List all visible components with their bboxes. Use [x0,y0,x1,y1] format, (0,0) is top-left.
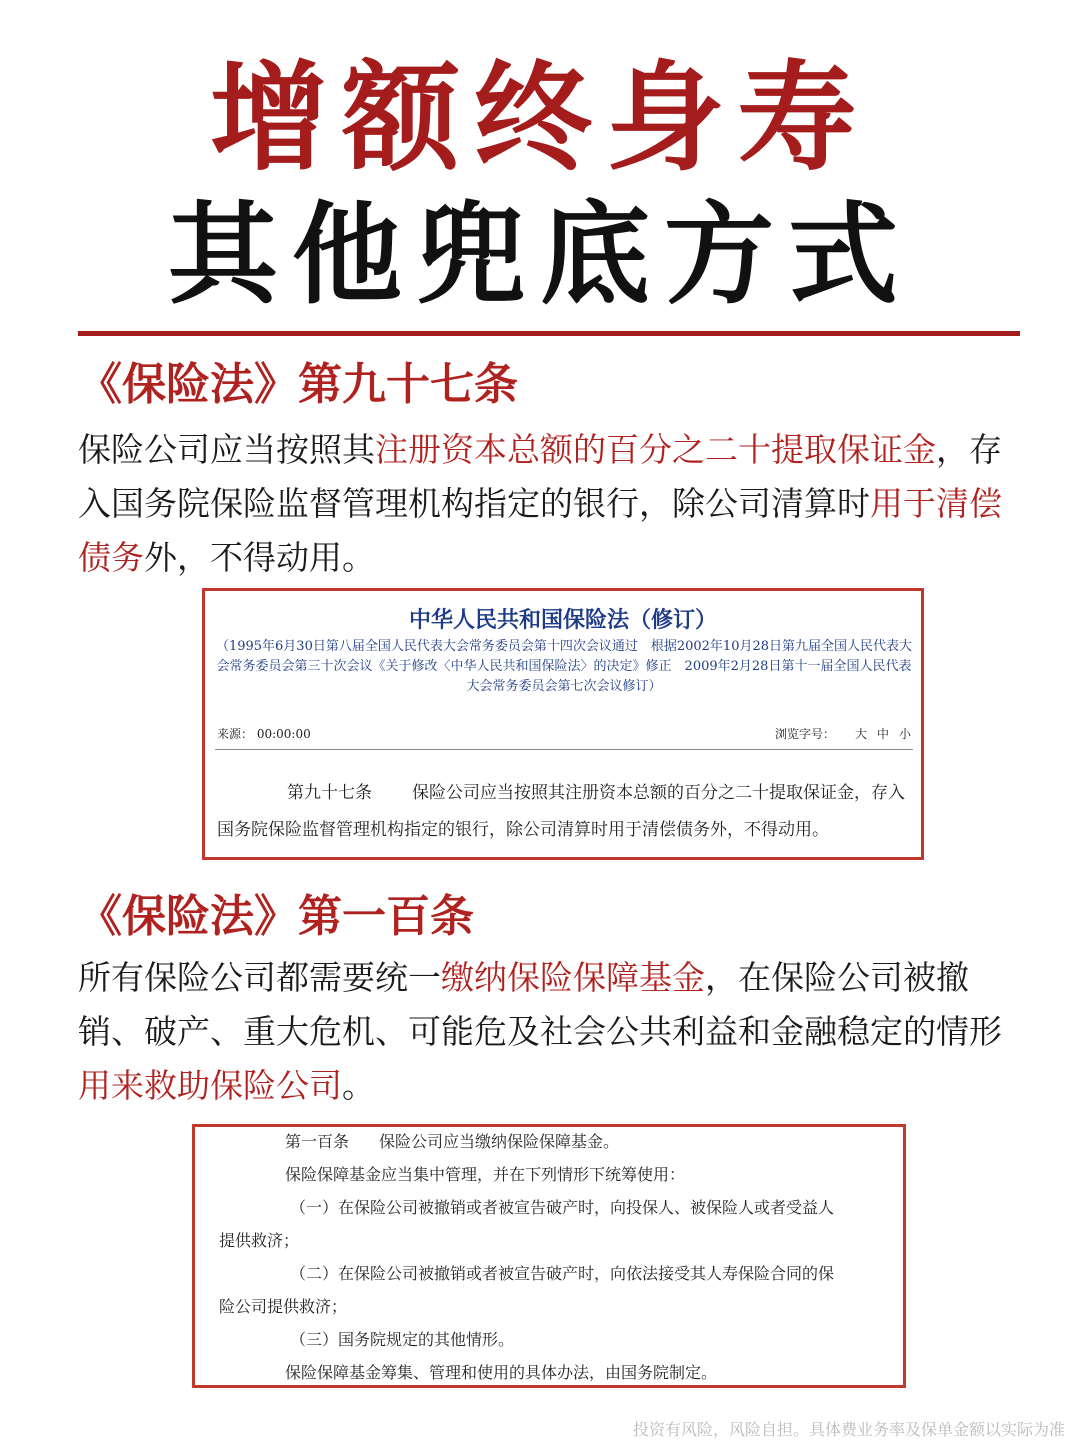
highlighted-text: 用来救助保险公司 [78,1066,342,1105]
document-divider [215,749,913,750]
highlighted-text: 缴纳保险保障基金 [441,958,705,997]
article-97-body: 保险公司应当按照其注册资本总额的百分之二十提取保证金，存入国务院保险监督管理机构指定的银行，除公司清算时用于清偿债务外，不得动用。 [217,783,905,840]
body-text: 保险公司应当按照其 [78,430,375,469]
font-size-medium-link[interactable]: 中 [876,727,889,741]
body-text: 。 [342,1066,375,1105]
source-value: 00:00:00 [256,727,311,741]
title-line-1: 增额终身寿 [209,49,870,187]
article-100-first-line [195,1131,993,1153]
law-history: （1995年6月30日第八届全国人民代表大会常务委员会第十四次会议通过 根据2002年10月28日第九届全国人民代表大会常务委员会第三十次会议《关于修改〈中华人民共和国保险法〉的决定》修正 2009年2月28日第十一届全国人民代表大会常务委员会第七次会议修订） [215,639,913,694]
section2-heading: 《保险法》第一百条 [78,891,474,942]
article-100-line: （三）国务院规定的其他情形。 [290,1330,515,1349]
article-100-line: 险公司提供救济； [219,1297,348,1316]
body-text: 外，不得动用。 [144,538,375,577]
law-title: 中华人民共和国保险法（修订） [408,607,717,633]
law-document-excerpt-97 [202,588,924,860]
disclaimer-footer: 投资有风险，风险自担。具体费业务率及保单金额以实际为准 [632,1420,1065,1439]
divider-rule [78,331,1020,336]
font-size-control [775,725,911,742]
body-text: ，存入国务院保险监督管理机构指定的银行，除公司清算时 [78,430,1002,523]
highlighted-text: 用于清偿债务 [78,484,1002,577]
section1-heading: 《保险法》第九十七条 [78,359,518,410]
font-size-large-link[interactable]: 大 [854,727,867,741]
article-100-line: 保险保障基金应当集中管理，并在下列情形下统筹使用： [285,1165,686,1184]
article-100-first: 保险公司应当缴纳保险保障基金。 [379,1132,620,1151]
article-100-line: （二）在保险公司被撤销或者被宣告破产时，向依法接受其人寿保险合同的保 [290,1264,835,1283]
body-text: 所有保险公司都需要统一 [78,958,441,997]
law-document-excerpt-100 [192,1124,906,1388]
font-size-small-link[interactable]: 小 [898,727,911,741]
article-100-line: 提供救济； [219,1231,300,1250]
body-text: ，在保险公司被撤销、破产、重大危机、可能危及社会公共利益和金融稳定的情形 [78,958,1002,1051]
source-label: 来源： [217,727,254,741]
font-size-label: 浏览字号： [774,727,835,741]
article-97-text [217,775,911,849]
meta-row [217,725,911,742]
article-100-line: （一）在保险公司被撤销或者被宣告破产时，向投保人、被保险人或者受益人 [290,1198,835,1217]
section1-body [78,423,1008,585]
section2-body [78,951,1008,1113]
title-line-2: 其他兜底方式 [168,191,912,319]
source-info [217,725,311,742]
article-100-label: 第一百条 [285,1132,350,1151]
article-100-line: 保险保障基金筹集、管理和使用的具体办法，由国务院制定。 [285,1363,718,1382]
highlighted-text: 注册资本总额的百分之二十提取保证金 [375,430,936,469]
article-97-label: 第九十七条 [287,783,372,803]
